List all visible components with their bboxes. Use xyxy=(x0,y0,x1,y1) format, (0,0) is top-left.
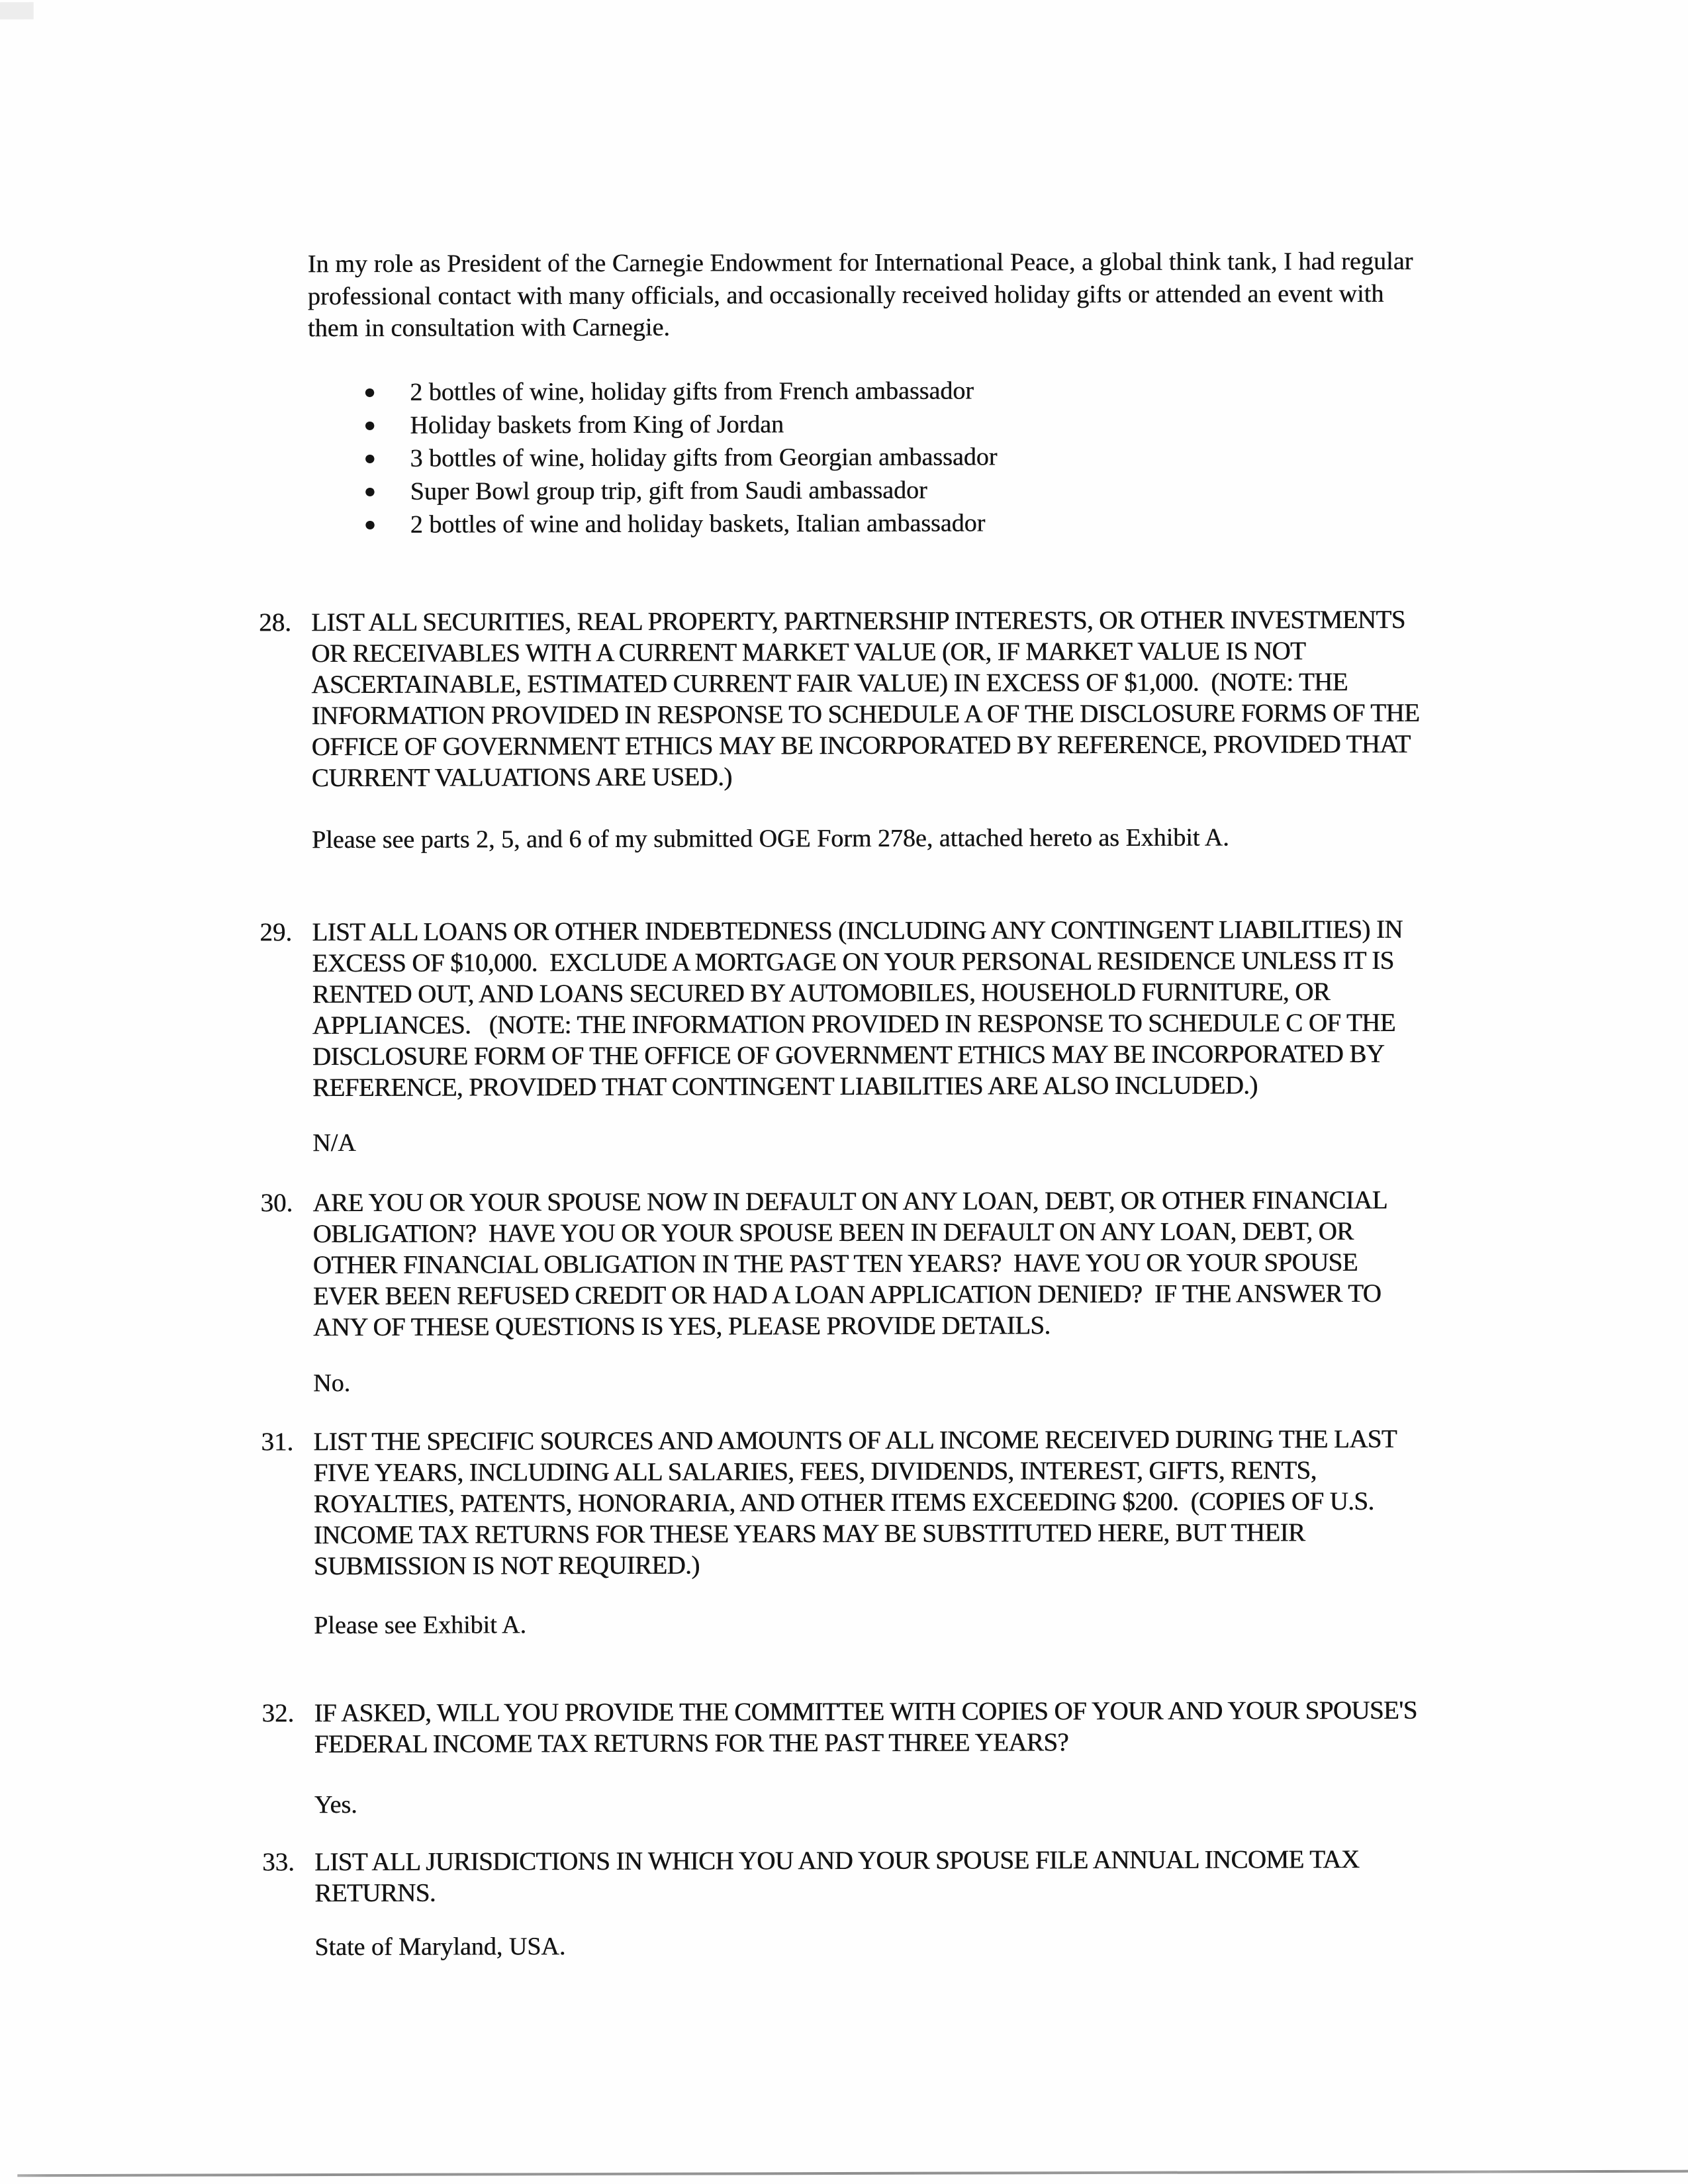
gift-list-item xyxy=(364,506,998,541)
answer-31: Please see Exhibit A. xyxy=(314,1611,527,1640)
text-line: FEDERAL INCOME TAX RETURNS FOR THE PAST THREE YEARS? xyxy=(314,1728,1069,1759)
question-text xyxy=(311,604,1419,794)
gift-list-item-text: 2 bottles of wine, holiday gifts from French ambassador xyxy=(410,377,974,406)
text-line: INCOME TAX RETURNS FOR THESE YEARS MAY BE SUBSTITUTED HERE, BUT THEIR xyxy=(313,1518,1305,1550)
answer-29: N/A xyxy=(312,1128,356,1158)
question-number: 32. xyxy=(261,1699,295,1728)
intro-paragraph xyxy=(308,246,1413,345)
text-line: OTHER FINANCIAL OBLIGATION IN THE PAST TEN YEARS? HAVE YOU OR YOUR SPOUSE xyxy=(312,1248,1358,1280)
text-line: APPLIANCES. (NOTE: THE INFORMATION PROVIDED IN RESPONSE TO SCHEDULE C OF THE xyxy=(312,1008,1395,1040)
gift-list xyxy=(363,374,997,541)
answer-28: Please see parts 2, 5, and 6 of my submitted OGE Form 278e, attached hereto as Exhibit A. xyxy=(311,823,1229,854)
gift-list-item-text: Super Bowl group trip, gift from Saudi ambassador xyxy=(410,476,927,506)
question-30 xyxy=(0,1184,1688,1342)
text-line: LIST THE SPECIFIC SOURCES AND AMOUNTS OF ALL INCOME RECEIVED DURING THE LAST xyxy=(313,1424,1397,1457)
text-line: SUBMISSION IS NOT REQUIRED.) xyxy=(313,1551,700,1581)
bullet-icon: ● xyxy=(363,414,376,436)
text-line: ANY OF THESE QUESTIONS IS YES, PLEASE PROVIDE DETAILS. xyxy=(312,1311,1051,1342)
text-line: LIST ALL SECURITIES, REAL PROPERTY, PARTNERSHIP INTERESTS, OR OTHER INVESTMENTS xyxy=(311,605,1405,637)
question-text xyxy=(314,1844,1359,1909)
scan-artifact xyxy=(0,2,34,19)
text-line: INFORMATION PROVIDED IN RESPONSE TO SCHEDULE A OF THE DISCLOSURE FORMS OF THE xyxy=(311,698,1420,731)
gift-list-item xyxy=(363,407,997,442)
text-line: CURRENT VALUATIONS ARE USED.) xyxy=(311,762,732,793)
text-line: LIST ALL JURISDICTIONS IN WHICH YOU AND YOUR SPOUSE FILE ANNUAL INCOME TAX xyxy=(314,1844,1360,1877)
question-text xyxy=(313,1424,1397,1582)
bullet-icon: ● xyxy=(363,513,376,535)
text-line: RENTED OUT, AND LOANS SECURED BY AUTOMOBILES, HOUSEHOLD FURNITURE, OR xyxy=(312,978,1331,1009)
text-line: OBLIGATION? HAVE YOU OR YOUR SPOUSE BEEN IN DEFAULT ON ANY LOAN, DEBT, OR xyxy=(312,1216,1354,1249)
answer-30: No. xyxy=(313,1369,351,1398)
text-line: RETURNS. xyxy=(314,1878,436,1908)
question-32 xyxy=(1,1694,1688,1759)
gift-list-item xyxy=(363,440,997,475)
gift-list-item-text: Holiday baskets from King of Jordan xyxy=(410,410,784,439)
text-line: EVER BEEN REFUSED CREDIT OR HAD A LOAN APPLICATION DENIED? IF THE ANSWER TO xyxy=(312,1279,1382,1311)
question-text xyxy=(312,1185,1387,1343)
question-29 xyxy=(0,913,1687,1103)
text-line: ARE YOU OR YOUR SPOUSE NOW IN DEFAULT ON ANY LOAN, DEBT, OR OTHER FINANCIAL xyxy=(312,1185,1387,1218)
question-text xyxy=(314,1695,1417,1760)
text-line: LIST ALL LOANS OR OTHER INDEBTEDNESS (INCLUDING ANY CONTINGENT LIABILITIES) IN xyxy=(312,915,1403,947)
gift-list-item-text: 2 bottles of wine and holiday baskets, Italian ambassador xyxy=(410,509,986,539)
text-line: them in consultation with Carnegie. xyxy=(307,313,671,343)
bullet-icon: ● xyxy=(363,381,376,403)
text-line: OR RECEIVABLES WITH A CURRENT MARKET VALUE (OR, IF MARKET VALUE IS NOT xyxy=(311,637,1306,668)
question-number: 31. xyxy=(261,1428,294,1457)
answer-32: Yes. xyxy=(314,1790,357,1819)
question-number: 30. xyxy=(260,1189,293,1218)
question-28 xyxy=(0,604,1687,793)
bullet-icon: ● xyxy=(363,447,376,469)
bullet-icon: ● xyxy=(363,480,376,502)
text-line: ROYALTIES, PATENTS, HONORARIA, AND OTHER ITEMS EXCEEDING $200. (COPIES OF U.S. xyxy=(313,1486,1374,1519)
text-line: ASCERTAINABLE, ESTIMATED CURRENT FAIR VALUE) IN EXCESS OF $1,000. (NOTE: THE xyxy=(311,668,1348,700)
text-line: FIVE YEARS, INCLUDING ALL SALARIES, FEES, DIVIDENDS, INTEREST, GIFTS, RENTS, xyxy=(313,1456,1317,1488)
text-line: EXCESS OF $10,000. EXCLUDE A MORTGAGE ON YOUR PERSONAL RESIDENCE UNLESS IT IS xyxy=(312,946,1394,978)
question-31 xyxy=(1,1423,1688,1581)
question-text xyxy=(312,914,1403,1103)
text-line: REFERENCE, PROVIDED THAT CONTINGENT LIABILITIES ARE ALSO INCLUDED.) xyxy=(312,1071,1258,1103)
text-line: OFFICE OF GOVERNMENT ETHICS MAY BE INCORPORATED BY REFERENCE, PROVIDED THAT xyxy=(311,729,1411,762)
answer-33: State of Maryland, USA. xyxy=(314,1933,566,1962)
page-edge-line xyxy=(17,2170,1688,2177)
text-line: In my role as President of the Carnegie Endowment for International Peace, a global think tank, I had regular xyxy=(307,247,1413,279)
question-number: 28. xyxy=(259,608,291,637)
gift-list-item xyxy=(363,374,997,409)
gift-list-item xyxy=(364,473,998,508)
text-line: IF ASKED, WILL YOU PROVIDE THE COMMITTEE WITH COPIES OF YOUR AND YOUR SPOUSE'S xyxy=(314,1696,1417,1728)
text-line: DISCLOSURE FORM OF THE OFFICE OF GOVERNMENT ETHICS MAY BE INCORPORATED BY xyxy=(312,1039,1385,1071)
question-number: 33. xyxy=(261,1848,295,1877)
text-line: professional contact with many officials, and occasionally received holiday gifts or attended an event with xyxy=(307,279,1384,310)
gift-list-item-text: 3 bottles of wine, holiday gifts from Georgian ambassador xyxy=(410,443,998,473)
question-number: 29. xyxy=(259,918,293,947)
question-33 xyxy=(2,1843,1688,1908)
